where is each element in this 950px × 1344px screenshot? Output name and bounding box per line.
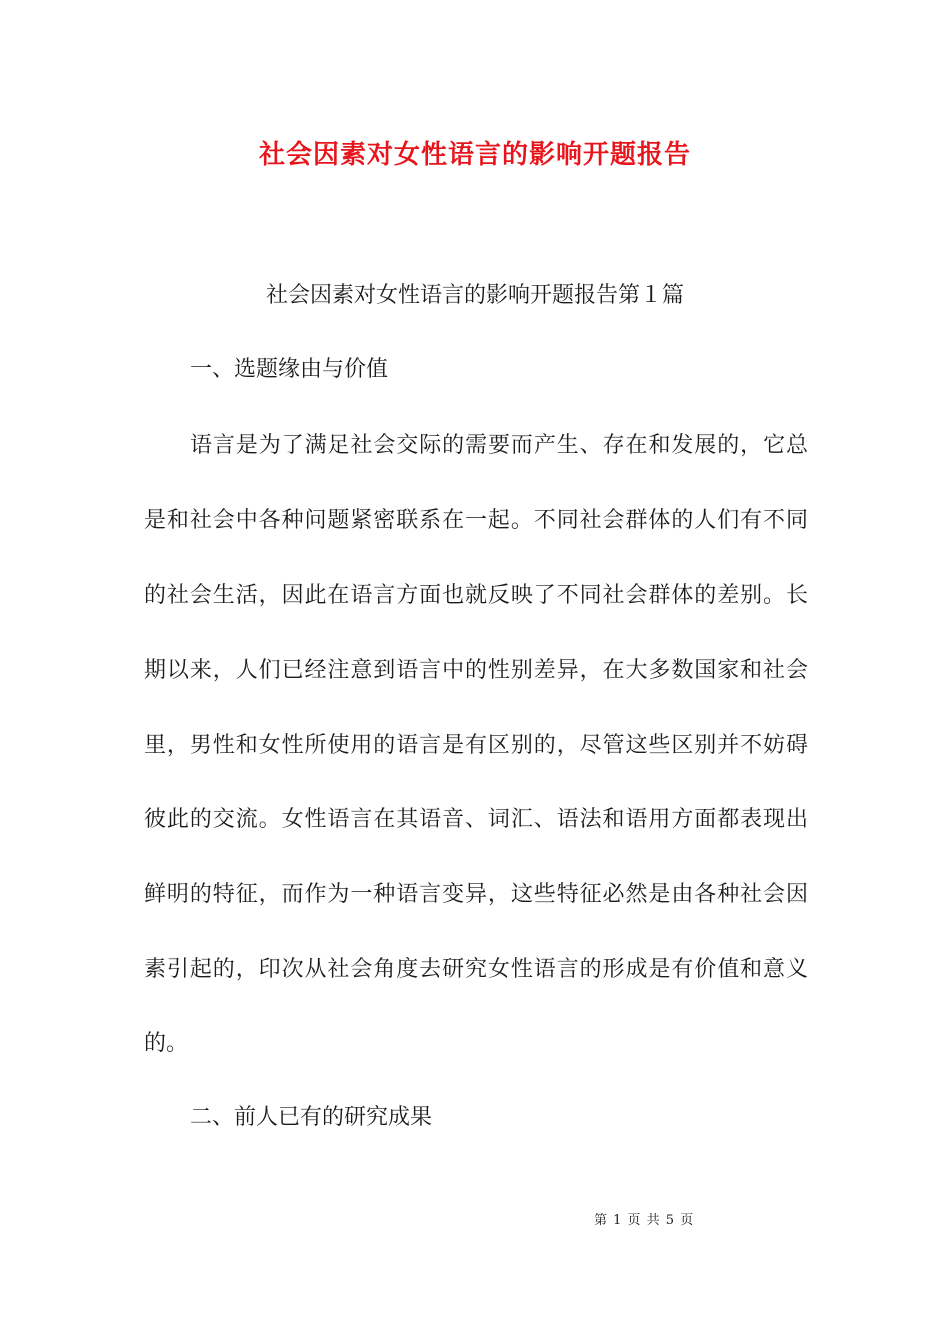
section-heading-2: 二、前人已有的研究成果 (190, 1105, 433, 1130)
paragraph-line: 的社会生活，因此在语言方面也就反映了不同社会群体的差别。长 (144, 583, 808, 608)
document-title: 社会因素对女性语言的影响开题报告 (258, 140, 691, 170)
paragraph-line: 素引起的，印次从社会角度去研究女性语言的形成是有价值和意义 (144, 957, 808, 982)
paragraph-line: 鲜明的特征，而作为一种语言变异，这些特征必然是由各种社会因 (144, 882, 808, 907)
paragraph-line: 彼此的交流。女性语言在其语音、词汇、语法和语用方面都表现出 (144, 807, 808, 832)
paragraph-line: 语言是为了满足社会交际的需要而产生、存在和发展的，它总 (190, 433, 808, 458)
page-number-footer: 第 1 页 共 5 页 (594, 1213, 695, 1228)
section-heading-1: 一、选题缘由与价值 (190, 357, 389, 382)
document-subtitle: 社会因素对女性语言的影响开题报告第１篇 (265, 283, 684, 308)
paragraph-line: 是和社会中各种问题紧密联系在一起。不同社会群体的人们有不同 (144, 508, 808, 533)
paragraph-line: 里，男性和女性所使用的语言是有区别的，尽管这些区别并不妨碍 (144, 733, 808, 758)
paragraph-line: 期以来，人们已经注意到语言中的性别差异，在大多数国家和社会 (144, 658, 808, 683)
paragraph-line: 的。 (144, 1031, 189, 1056)
